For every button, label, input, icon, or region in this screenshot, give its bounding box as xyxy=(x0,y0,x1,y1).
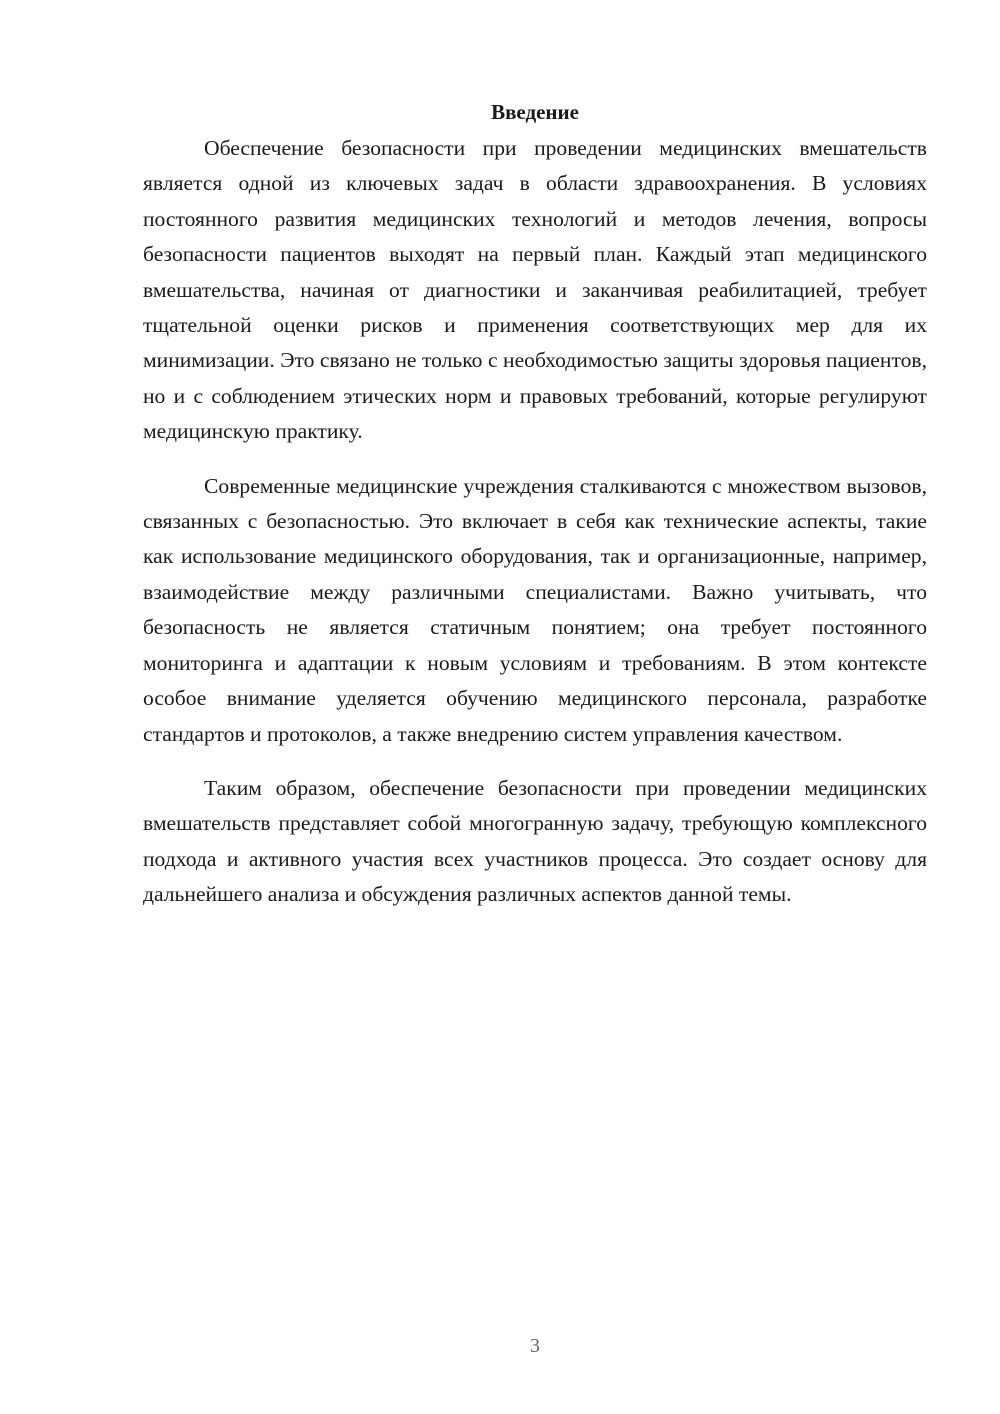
page-number: 3 xyxy=(530,1335,540,1357)
page-content xyxy=(143,95,927,932)
paragraph-2: Современные медицинские учреждения сталкиваются с множеством вызовов, связанных с безопасностью. Это включает в себя как технические аспекты, такие как использование медицинского оборудования, так и организационные, например, взаимодействие между различными специалистами. Важно учитывать, что безопасность не является статичным понятием; она требует постоянного мониторинга и адаптации к новым условиям и требованиям. В этом контексте особое внимание уделяется обучению медицинского персонала, разработке стандартов и протоколов, а также внедрению систем управления качеством. xyxy=(143,473,927,746)
paragraph-1: Обеспечение безопасности при проведении медицинских вмешательств является одной из ключевых задач в области здравоохранения. В условиях постоянного развития медицинских технологий и методов лечения, вопросы безопасности пациентов выходят на первый план. Каждый этап медицинского вмешательства, начиная от диагностики и заканчивая реабилитацией, требует тщательной оценки рисков и применения соответствующих мер для их минимизации. Это связано не только с необходимостью защиты здоровья пациентов, но и с соблюдением этических норм и правовых требований, которые регулируют медицинскую практику. xyxy=(143,136,927,444)
section-heading: Введение xyxy=(491,100,579,124)
paragraph-3: Таким образом, обеспечение безопасности при проведении медицинских вмешательств представляет собой многогранную задачу, требующую комплексного подхода и активного участия всех участников процесса. Это создает основу для дальнейшего анализа и обсуждения различных аспектов данной темы. xyxy=(143,775,927,907)
